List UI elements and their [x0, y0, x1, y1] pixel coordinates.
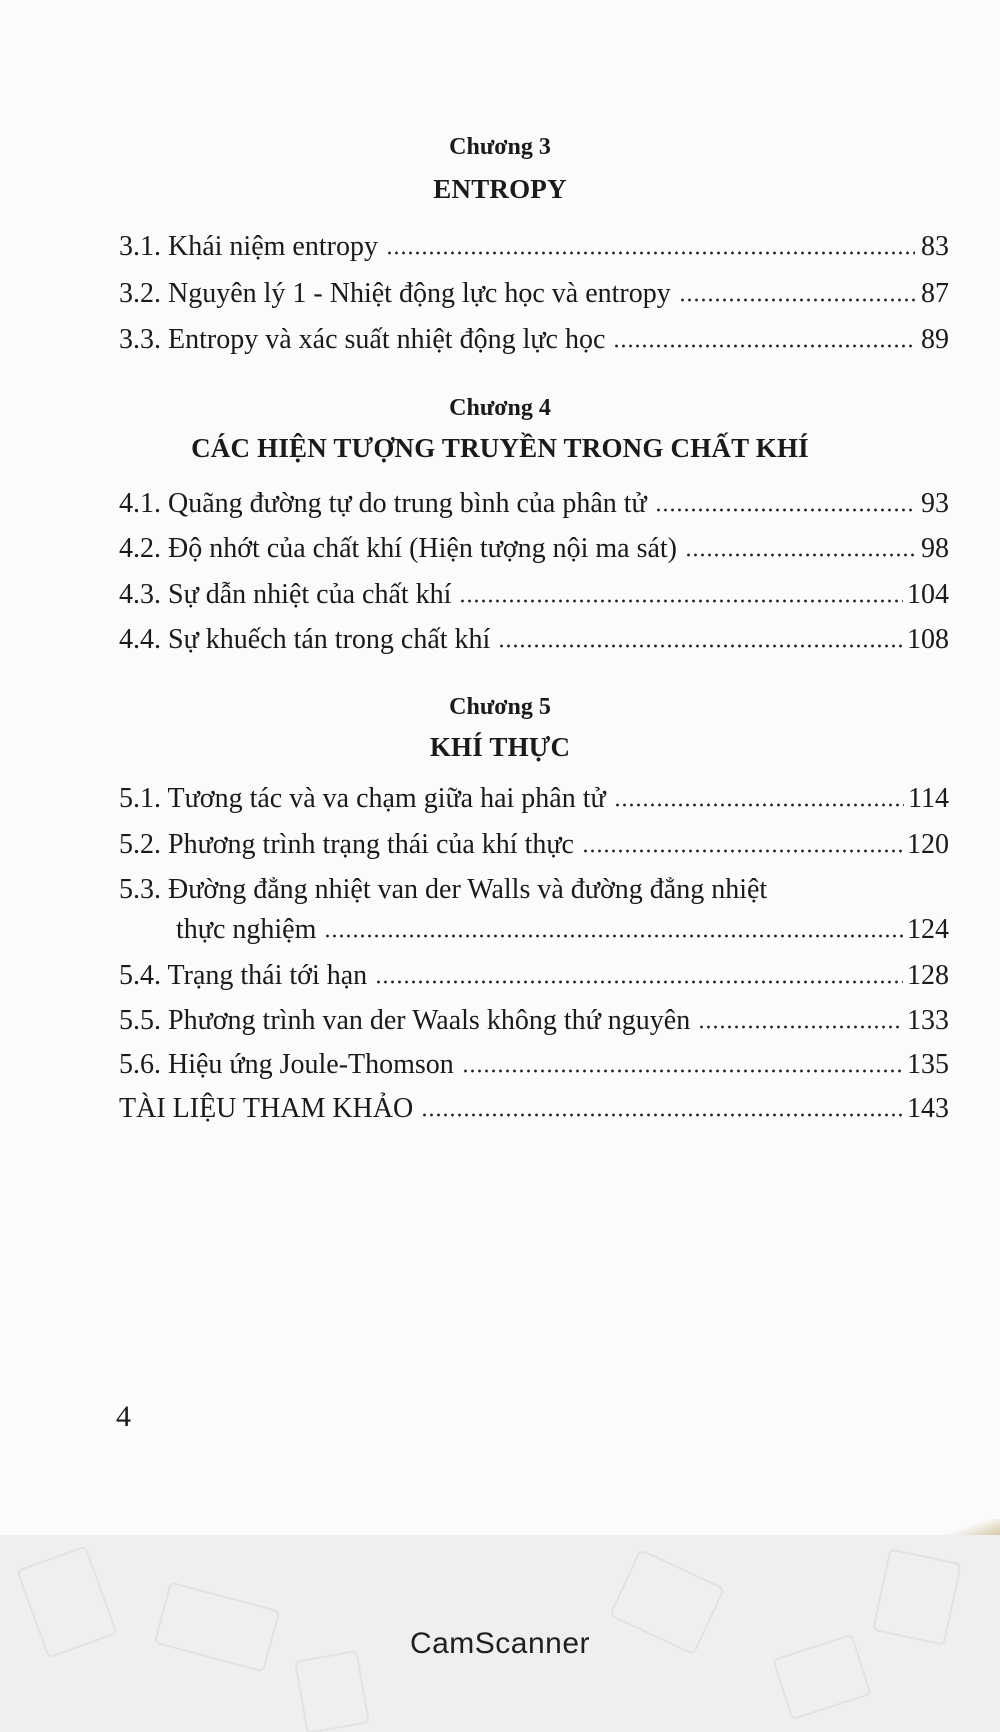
- toc-entry-page: 89: [921, 324, 949, 355]
- toc-entry-label: 4.4. Sự khuếch tán trong chất khí: [119, 624, 491, 655]
- toc-entry-label-continued: thực nghiệm: [176, 914, 317, 945]
- toc-entry-page: 133: [907, 1005, 949, 1036]
- chapter-5-title: KHÍ THỰC: [429, 732, 571, 762]
- toc-entry-page: 124: [907, 914, 949, 945]
- dot-leader: [498, 642, 903, 650]
- chapter-3-title: ENTROPY: [433, 174, 567, 204]
- toc-entry-label: 5.5. Phương trình van der Waals không thứ nguyên: [119, 1005, 691, 1036]
- toc-entry-label: 3.1. Khái niệm entropy: [119, 231, 378, 262]
- toc-entry-page: 114: [908, 783, 949, 814]
- toc-entry: [119, 578, 949, 612]
- dot-leader: [386, 249, 915, 257]
- references-page: 143: [907, 1093, 949, 1124]
- toc-entry: [119, 323, 949, 357]
- toc-entry-label: 5.6. Hiệu ứng Joule-Thomson: [119, 1049, 454, 1080]
- chapter-5-heading: Chương 5: [449, 694, 551, 720]
- toc-entry: [119, 828, 949, 862]
- toc-entry-page: 128: [907, 960, 949, 991]
- toc-entry-page: 120: [907, 829, 949, 860]
- dot-leader: [613, 342, 915, 350]
- dot-leader: [685, 551, 915, 559]
- toc-entry-page: 104: [907, 579, 949, 610]
- dot-leader: [324, 932, 903, 940]
- toc-entry: [176, 913, 949, 947]
- dot-leader: [582, 847, 903, 855]
- toc-entry-page: 83: [921, 231, 949, 262]
- toc-entry: [119, 1004, 949, 1038]
- dot-leader: [462, 1067, 903, 1075]
- toc-entry-label: 3.2. Nguyên lý 1 - Nhiệt động lực học và entropy: [119, 278, 671, 309]
- toc-entry-label: 5.3. Đường đẳng nhiệt van der Walls và đường đẳng nhiệt: [119, 874, 768, 905]
- toc-entry: [119, 782, 949, 816]
- toc-entry: [119, 623, 949, 657]
- dot-leader: [375, 978, 903, 986]
- toc-entry-label: 5.1. Tương tác và va chạm giữa hai phân tử: [119, 783, 606, 814]
- toc-entry: [119, 532, 949, 566]
- toc-entry-label: 4.1. Quãng đường tự do trung bình của phân tử: [119, 488, 647, 519]
- toc-entry: [119, 277, 949, 311]
- toc-entry-page: 108: [907, 624, 949, 655]
- toc-entry-label: 3.3. Entropy và xác suất nhiệt động lực học: [119, 324, 606, 355]
- dot-leader: [698, 1023, 903, 1031]
- dot-leader: [679, 296, 915, 304]
- toc-entry-label: 5.4. Trạng thái tới hạn: [119, 960, 368, 991]
- toc-entry-page: 93: [921, 488, 949, 519]
- dot-leader: [614, 801, 904, 809]
- toc-entry-label: 4.2. Độ nhớt của chất khí (Hiện tượng nội ma sát): [119, 533, 678, 564]
- page-number: 4: [116, 1400, 131, 1433]
- watermark-pattern: [294, 1650, 370, 1732]
- chapter-4-title: CÁC HIỆN TƯỢNG TRUYỀN TRONG CHẤT KHÍ: [191, 433, 809, 463]
- toc-entry: [119, 487, 949, 521]
- page-curl: [948, 1519, 1000, 1535]
- toc-entry-page: 135: [907, 1049, 949, 1080]
- references-label: TÀI LIỆU THAM KHẢO: [119, 1093, 414, 1124]
- dot-leader: [655, 506, 915, 514]
- toc-entry: [119, 1048, 949, 1082]
- dot-leader: [421, 1111, 903, 1119]
- scanner-watermark-bar: [0, 1535, 1000, 1732]
- toc-references: [119, 1092, 949, 1126]
- camscanner-logo-text: CamScanner: [409, 1627, 591, 1660]
- toc-entry-label: 5.2. Phương trình trạng thái của khí thực: [119, 829, 574, 860]
- chapter-3-heading: Chương 3: [449, 134, 551, 160]
- toc-entry-page: 87: [921, 278, 949, 309]
- toc-entry: [119, 230, 949, 264]
- toc-entry-page: 98: [921, 533, 949, 564]
- toc-entry: [119, 959, 949, 993]
- chapter-4-heading: Chương 4: [449, 395, 551, 421]
- toc-entry-label: 4.3. Sự dẫn nhiệt của chất khí: [119, 579, 452, 610]
- dot-leader: [459, 597, 903, 605]
